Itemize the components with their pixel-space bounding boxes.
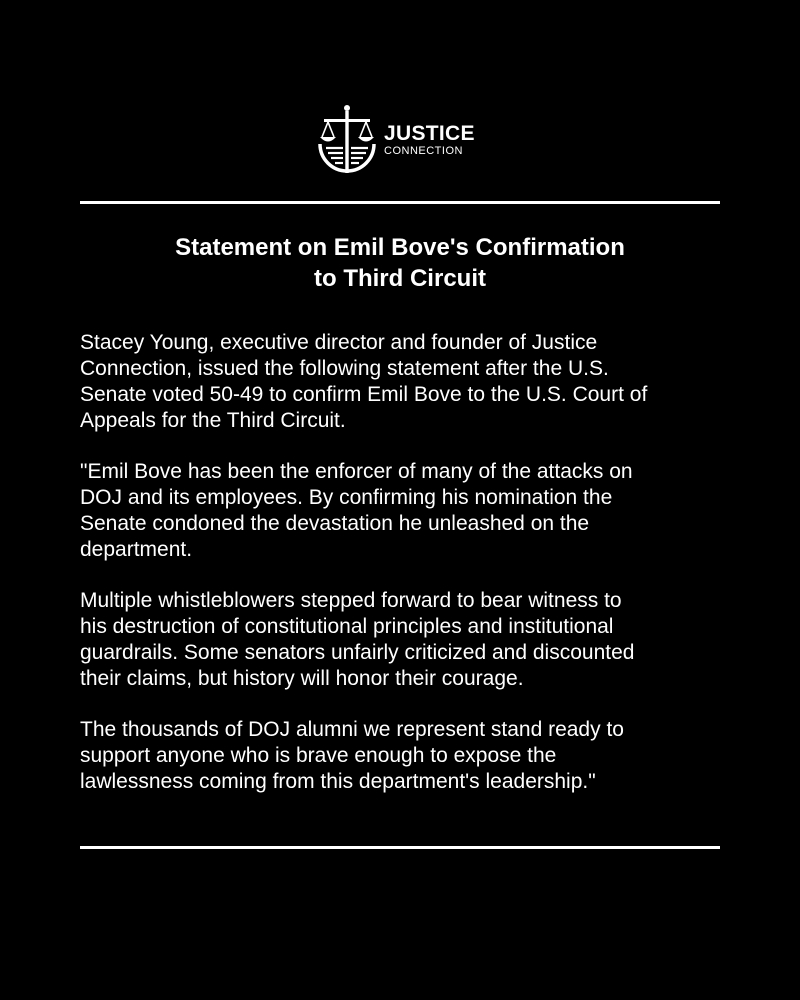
logo-wordmark xyxy=(384,123,475,158)
text-line: Multiple whistleblowers stepped forward to bear witness to xyxy=(80,589,622,612)
statement-body xyxy=(80,330,740,820)
text-line: Senate voted 50-49 to confirm Emil Bove to the U.S. Court of xyxy=(80,383,648,406)
text-line: Senate condoned the devastation he unleashed on the xyxy=(80,512,590,535)
text-line: lawlessness coming from this department's leadership." xyxy=(80,770,596,793)
statement-title xyxy=(80,232,720,294)
logo-word-connection: CONNECTION xyxy=(384,145,463,157)
text-line: Appeals for the Third Circuit. xyxy=(80,409,346,432)
text-line: Connection, issued the following statement after the U.S. xyxy=(80,357,609,380)
scales-of-justice-icon xyxy=(316,104,378,174)
paragraph-intro xyxy=(80,330,740,434)
text-line: DOJ and its employees. By confirming his nomination the xyxy=(80,486,613,509)
paragraph-quote-1 xyxy=(80,459,740,563)
bottom-divider xyxy=(80,846,720,849)
title-line-1: Statement on Emil Bove's Confirmation xyxy=(175,234,625,261)
title-line-2: to Third Circuit xyxy=(314,265,486,292)
paragraph-quote-2 xyxy=(80,588,740,692)
text-line: The thousands of DOJ alumni we represent stand ready to xyxy=(80,718,624,741)
text-line: his destruction of constitutional principles and institutional xyxy=(80,615,614,638)
justice-connection-logo xyxy=(316,104,496,176)
text-line: Stacey Young, executive director and founder of Justice xyxy=(80,331,598,354)
text-line: guardrails. Some senators unfairly criticized and discounted xyxy=(80,641,635,664)
text-line: their claims, but history will honor their courage. xyxy=(80,667,524,690)
top-divider xyxy=(80,201,720,204)
text-line: "Emil Bove has been the enforcer of many of the attacks on xyxy=(80,460,633,483)
paragraph-quote-3 xyxy=(80,717,740,795)
logo-word-justice: JUSTICE xyxy=(384,122,475,145)
text-line: support anyone who is brave enough to expose the xyxy=(80,744,557,767)
text-line: department. xyxy=(80,538,193,561)
